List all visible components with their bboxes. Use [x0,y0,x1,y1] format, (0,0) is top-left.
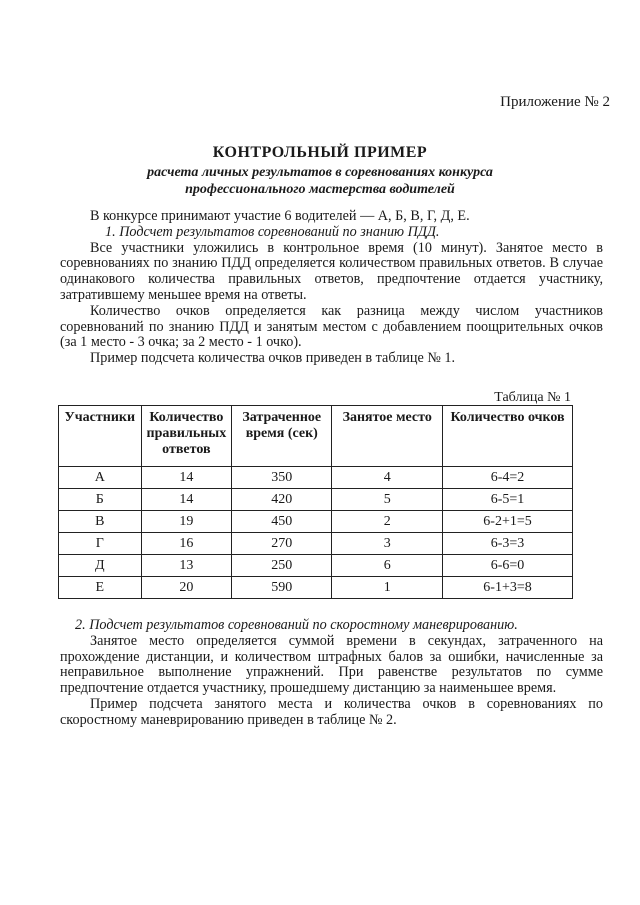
cell-points: 6-6=0 [443,555,573,577]
header-points: Количество очков [443,406,573,467]
section1-paragraph-3: Пример подсчета количества очков приведен в таблице № 1. [90,350,456,367]
table-header-row [59,406,573,467]
cell-correct: 20 [141,577,232,599]
document-title [0,144,640,198]
intro-section [60,209,603,367]
table-row [59,533,573,555]
cell-correct: 19 [141,511,232,533]
cell-participant: Б [59,489,142,511]
cell-points: 6-5=1 [443,489,573,511]
results-table [58,405,573,599]
cell-time: 420 [232,489,332,511]
section1-heading: 1. Подсчет результатов соревнований по знанию ПДД. [105,223,440,240]
table-row [59,511,573,533]
cell-points: 6-4=2 [443,467,573,489]
cell-time: 270 [232,533,332,555]
cell-participant: А [59,467,142,489]
cell-place: 1 [332,577,443,599]
table-row [59,467,573,489]
header-participants: Участники [59,406,142,467]
title-main: КОНТРОЛЬНЫЙ ПРИМЕР [212,144,428,161]
cell-place: 4 [332,467,443,489]
cell-correct: 13 [141,555,232,577]
section2-paragraph-2: Пример подсчета занятого места и количества очков в соревнованиях по скоростному маневрированию приведен в таблице № 2. [60,695,603,728]
cell-participant: В [59,511,142,533]
cell-time: 590 [232,577,332,599]
cell-time: 350 [232,467,332,489]
cell-place: 6 [332,555,443,577]
cell-correct: 16 [141,533,232,555]
cell-place: 2 [332,511,443,533]
title-line-2: профессионального мастерства водителей [185,182,455,197]
section2-heading: 2. Подсчет результатов соревнований по скоростному маневрированию. [75,617,518,633]
annex-label: Приложение № 2 [500,94,610,110]
section1-paragraph-2: Количество очков определяется как разница между числом участников соревнований по знанию ПДД и занятым местом с добавлением поощрительных очков (за 1 место - 3 очка; за 2 место - 1 очко). [60,302,603,351]
cell-time: 450 [232,511,332,533]
table1-caption: Таблица № 1 [494,390,571,405]
cell-participant: Г [59,533,142,555]
section2 [60,618,603,729]
cell-participant: Е [59,577,142,599]
title-line-1: расчета личных результатов в соревнованиях конкурса [147,165,493,180]
cell-place: 3 [332,533,443,555]
cell-time: 250 [232,555,332,577]
header-time: Затраченное время (сек) [232,406,332,467]
table-row [59,577,573,599]
section2-paragraph-1: Занятое место определяется суммой времени в секундах, затраченного на прохождение дистанции, и количеством штрафных балов за ошибки, начисленные за неправильное выполнение упражнений. При равенстве результатов по сумме предпочтение отдается участнику, прошедшему дистанцию за наименьшее время. [60,632,603,697]
cell-place: 5 [332,489,443,511]
cell-points: 6-2+1=5 [443,511,573,533]
cell-points: 6-1+3=8 [443,577,573,599]
cell-correct: 14 [141,467,232,489]
cell-points: 6-3=3 [443,533,573,555]
cell-participant: Д [59,555,142,577]
header-correct-answers: Количество правильных ответов [141,406,232,467]
table-row [59,555,573,577]
table-row [59,489,573,511]
header-place: Занятое место [332,406,443,467]
section1-paragraph-1: Все участники уложились в контрольное время (10 минут). Занятое место в соревнованиях по знанию ПДД определяется количеством правильных ответов. В случае одинакового количества правильных ответов, предпочтение отдается участнику, затратившему меньшее время на ответы. [60,239,603,303]
cell-correct: 14 [141,489,232,511]
participants-paragraph: В конкурсе принимают участие 6 водителей — А, Б, В, Г, Д, Е. [90,208,470,224]
